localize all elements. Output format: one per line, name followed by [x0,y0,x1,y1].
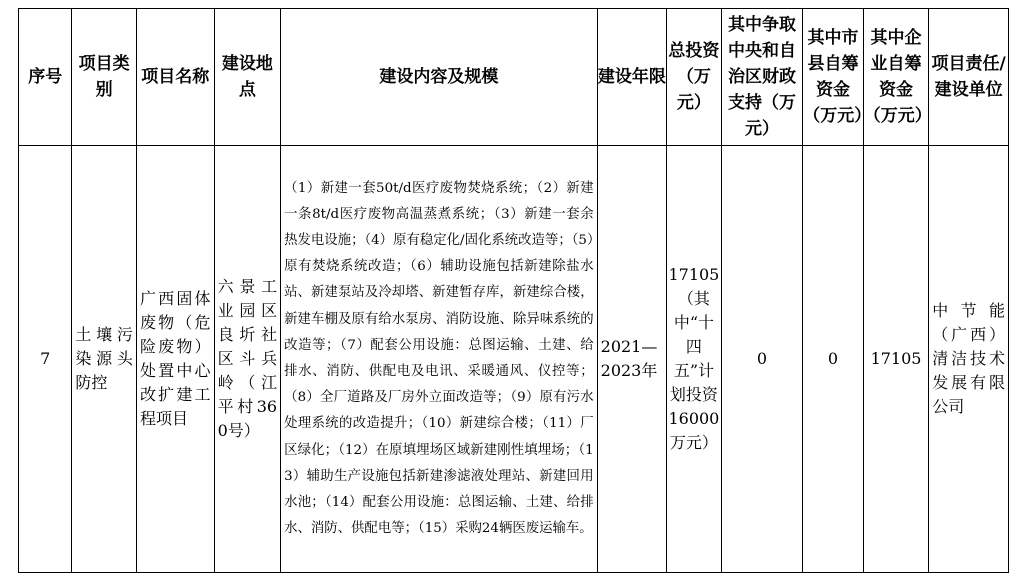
header-county-funds: 其中市县自筹资金（万元） [803,9,863,146]
table-row [19,146,1009,573]
cell-location: 六景工业园区良圻社区斗兵岭（江平村360号） [214,146,281,573]
header-location: 建设地点 [214,9,281,146]
header-category: 项目类别 [72,9,137,146]
cell-county-funds: 0 [803,146,863,573]
header-content: 建设内容及规模 [281,9,598,146]
header-enterprise-funds: 其中企业自筹资金（万元） [863,9,929,146]
cell-seq: 7 [19,146,72,573]
cell-content: （1）新建一套50t/d医疗废物焚烧系统；（2）新建一条8t/d医疗废物高温蒸煮系统；（3）新建一套余热发电设施；（4）原有稳定化/固化系统改造等；（5）原有焚烧系统改造；（6）辅助设施包括新建除盐水站、新建泵站及冷却塔、新建暂存库，新建综合楼，新建车棚及原有给水泵房、消防设施、除异味系统的改造等；（7）配套公用设施：总图运输、土建、给排水、消防、供配电及电讯、采暖通风、仪控等；（8）全厂道路及厂房外立面改造等；（9）原有污水处理系统的改造提升；（10）新建综合楼；（11）厂区绿化；（12）在原填埋场区域新建刚性填埋场；（13）辅助生产设施包括新建渗滤液处理站、新建回用水池；（14）配套公用设施：总图运输、土建、给排水、消防、供配电等；（15）采购24辆医废运输车。 [281,146,598,573]
cell-period: 2021—2023年 [597,146,667,573]
header-central-support: 其中争取中央和自治区财政支持（万元） [721,9,803,146]
cell-owner: 中节能（广西）清洁技术发展有限公司 [929,146,1009,573]
project-table [18,8,1009,573]
header-total-investment: 总投资（万元） [667,9,721,146]
cell-central-support: 0 [721,146,803,573]
cell-total-investment: 17105（其中“十四五”计划投资16000万元） [667,146,721,573]
cell-enterprise-funds: 17105 [863,146,929,573]
header-row [19,9,1009,146]
header-owner: 项目责任/建设单位 [929,9,1009,146]
cell-name: 广西固体废物（危险废物）处置中心改扩建工程项目 [136,146,214,573]
header-seq: 序号 [19,9,72,146]
header-name: 项目名称 [136,9,214,146]
cell-category: 土壤污染源头防控 [72,146,137,573]
header-period: 建设年限 [597,9,667,146]
